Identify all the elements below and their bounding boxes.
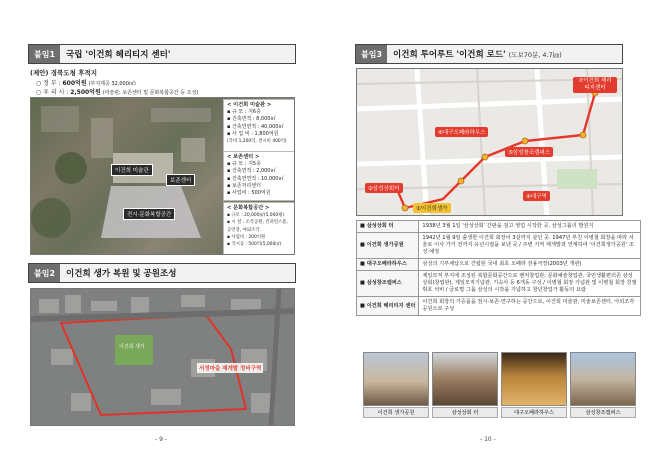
bullet-govt: ○ 정 부 : 600억원 (부지제공 32,000㎡) [36,80,136,87]
page-number-left: - 9 - [155,436,167,443]
section3-sub: (도보70분, 4.7㎞) [508,50,562,59]
section1-header [28,44,296,64]
section3-header [355,44,623,64]
table-row: ■ 삼성상회 터 1938년 3월 1일 '삼성상회' 간판을 걸고 영업 시작한 곳, 삼성그룹의 발원지 [357,221,641,233]
district-photo [30,288,295,426]
table-row: ■ 삼성창조캠퍼스 제일모직 부지에 조성된 복합문화공간으로 벤처창업관, 문화예술창업관, 국민생활편의존 삼성상회(창업관), 제일모직기념관, 기숙사 등 6개동 구성 / 이병철 회장 기념관 및 이병철 회장 친필휘호 석비 / 글로벌 그룹 삼성의 시작을 기념하고 창년창업가 활동의 요람 [357,271,641,297]
section2-header [28,263,296,283]
label-museum: 이건희 미술관 [111,164,153,176]
route-map [356,68,623,216]
info-museum: < 이건희 미술관 > ▪ 규 모 : 지6층 ▪ 건축면적 : 8,000㎡ ▪ 건축연면적 : 40,000㎡ ▪ 사 업 비 : 1,800억원 (국비 1,200억, 전시비 400억) [223,99,295,157]
site-table [356,220,641,316]
page-number-right: - 10 - [480,436,496,443]
info-preserve: < 보존센터 > ▪ 규 모 : 지5층 ▪ 건축면적 : 2,000㎡ ▪ 건축연면적 : 10,000㎡ ▪ 보존처리센터 ▪ 사업비 : 500억원 [223,151,295,201]
pin-samsung-store: ②삼성상회터 [365,183,403,193]
pin-daegu-station: ④대구역 [523,191,550,201]
section3-title: 이건희 투어루트 '이건희 로드' [393,50,506,60]
section1-badge: 붙임1 [29,45,60,63]
table-row: ■ 이건희 헤리티지 센터 이건희 회장의 기증품을 전시·보존·연구하는 공간으로, 이건희 미술관, 미술보존센터, 아외조각공원으로 구성 [357,297,641,316]
section2-title: 이건희 생가 복원 및 공원조성 [66,269,177,279]
aerial-photo [30,97,295,255]
info-culture: < 문화복합공간 > ▪ 규모 : 20,000㎡(5,000평) ▪ 시 설 : 조각공원, 컨퍼런스룸, 공연장, 야외조각 ▪ 사업비 : 200억원 ▪ 국시공 : 500억(5,000㎡) [223,202,295,255]
caption-opera-house: 대구오페라하우스 [501,407,567,418]
pin-heritage-center: ⑦이건희 헤리티지센터 [573,77,617,93]
proposal-heading: (제안) 경북도청 후적지 [30,69,97,77]
label-birthplace: 이건희 생가 [119,344,145,350]
photo-opera-house [501,352,567,406]
pin-opera-house: ⑥대구오페라하우스 [435,127,488,137]
district-texture [31,289,295,426]
caption-birthplace: 이건희 생가공원 [363,407,429,418]
photo-samsung-store [432,352,498,406]
pin-creative-campus: ⑤삼성창조캠퍼스 [505,147,553,157]
caption-creative-campus: 삼성창조캠퍼스 [570,407,636,418]
label-culture: 전시·문화복합공간 [123,208,175,220]
section2-badge: 붙임2 [29,264,60,282]
bullet-city: ○ 우 리 시 : 2,500억원 (미술관, 보존센터 및 문화복합공간 등 조성) [36,89,199,96]
section3-badge: 붙임3 [356,45,387,63]
label-redevelop: 서정마을 재개발 정비구역 [197,363,263,373]
pin-birthplace: ①이건희생가 [413,203,451,213]
caption-samsung-store: 삼성상회 터 [432,407,498,418]
section1-title: 국립 '이건희 헤리티지 센터' [66,50,171,60]
photo-birthplace [363,352,429,406]
table-row: ■ 이건희 생가공원 1942년 1월 9일 출생한 이건희 회장이 3살까지 살던 곳. 1947년 부친 이병철 회장을 따라 서울로 이사 가기 전까지 유년시절을 보낸 곳 / 주변 지역 재개발과 연계하여 '이건희생가공원' 조성 예정 [357,233,641,259]
photo-creative-campus [570,352,636,406]
label-preserve: 보존센터 [166,174,195,186]
table-row: ■ 대구오페라하우스 삼성의 기부채납으로 건립된 국내 최초 오페라 전용극장(2003년 개관) [357,259,641,271]
